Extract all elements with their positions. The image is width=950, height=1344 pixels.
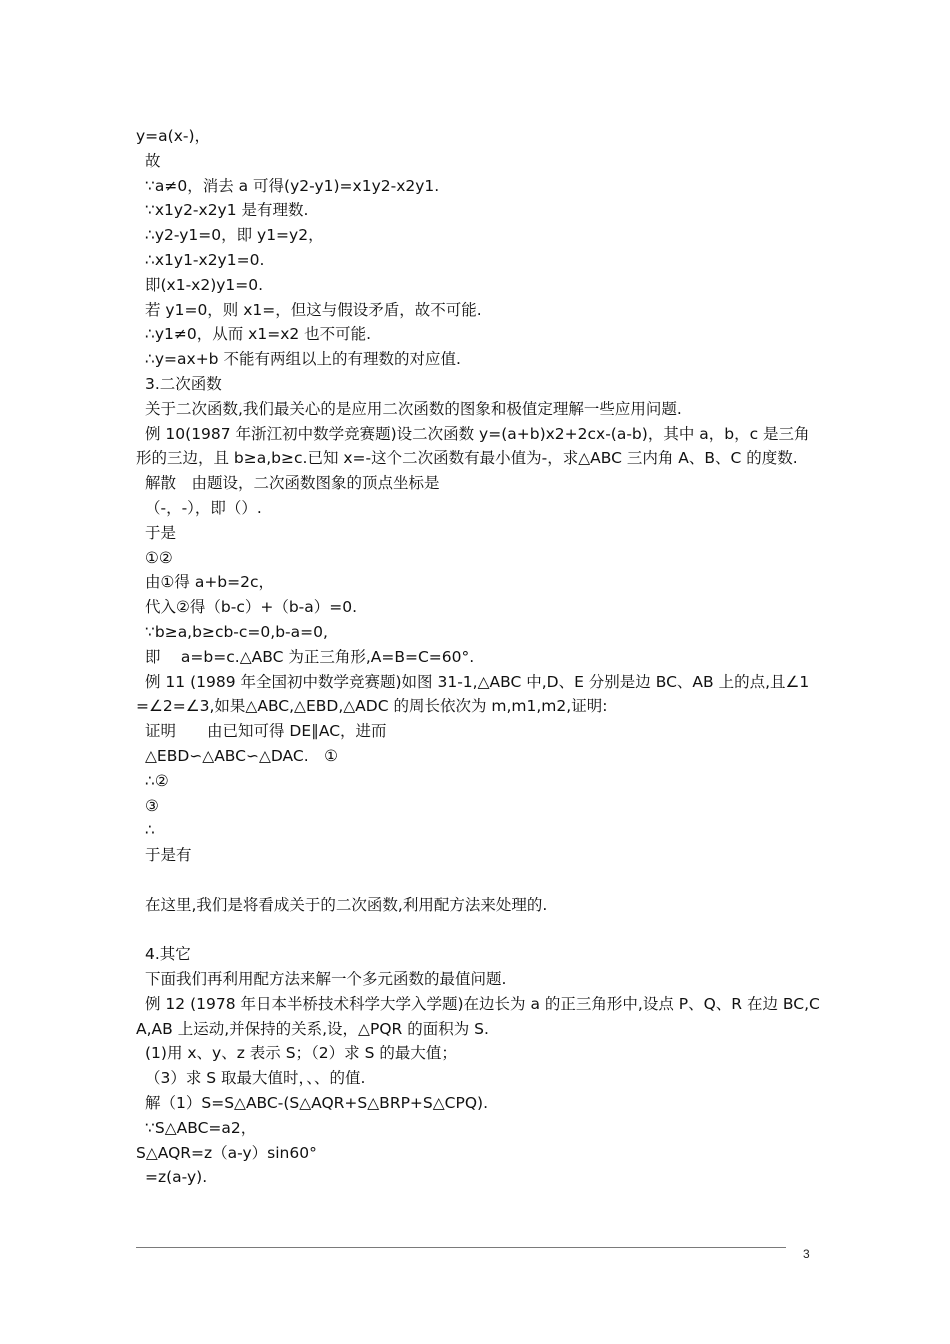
text-line: ∴y=ax+b 不能有两组以上的有理数的对应值. [145, 350, 461, 369]
text-line: 故 [145, 151, 161, 170]
text-line: ∴ [145, 821, 155, 840]
text-line: 于是 [145, 523, 177, 542]
page-number: 3 [803, 1247, 810, 1261]
text-line: ∴x1y1-x2y1=0. [145, 250, 265, 269]
text-line: 下面我们再利用配方法来解一个多元函数的最值问题. [145, 970, 507, 989]
text-line: =z(a-y). [145, 1168, 208, 1187]
text-line: 若 y1=0，则 x1=，但这与假设矛盾，故不可能. [145, 300, 482, 319]
text-line: ③ [145, 796, 159, 815]
text-line: 证明 由已知可得 DE∥AC，进而 [145, 722, 387, 741]
text-line: 由①得 a+b=2c， [145, 573, 275, 592]
text-line: S△AQR=z（a-y）sin60° [136, 1143, 317, 1162]
blank-line [136, 868, 821, 893]
text-line: 关于二次函数,我们最关心的是应用二次函数的图象和极值定理解一些应用问题. [145, 399, 682, 418]
text-line: 即(x1-x2)y1=0. [145, 275, 264, 294]
text-paragraph: 例 10(1987 年浙江初中数学竞赛题)设二次函数 y=(a+b)x2+2cx-(a-b)，其中 a，b，c 是三角形的三边，且 b≥a,b≥c.已知 x=-这个二次函数有最小值为-，求△ABC 三内角 A、B、C 的度数. [136, 424, 810, 468]
text-line: (1)用 x、y、z 表示 S；（2）求 S 的最大值； [145, 1044, 457, 1063]
footer-divider [136, 1247, 786, 1248]
document-body [136, 124, 821, 1190]
text-line: ①② [145, 548, 173, 567]
text-line: （3）求 S 取最大值时，、、的值. [145, 1069, 366, 1088]
text-line: 于是有 [145, 846, 192, 865]
section-heading: 4.其它 [145, 945, 191, 964]
text-line: 代入②得（b-c）+（b-a）=0. [145, 598, 358, 617]
text-paragraph: 例 12 (1978 年日本半桥技术科学大学入学题)在边长为 a 的正三角形中,设点 P、Q、R 在边 BC,CA,AB 上运动,并保持的关系,设，△PQR 的面积为 S. [136, 994, 820, 1038]
text-line: （-，-），即（）. [145, 498, 262, 517]
text-line: ∵S△ABC=a2， [145, 1118, 257, 1137]
text-paragraph: 例 11 (1989 年全国初中数学竞赛题)如图 31-1,△ABC 中,D、E 分别是边 BC、AB 上的点,且∠1=∠2=∠3,如果△ABC,△EBD,△ADC 的周长依次为 m,m1,m2,证明: [136, 672, 810, 716]
section-heading: 3.二次函数 [145, 374, 222, 393]
text-line: ∵a≠0，消去 a 可得(y2-y1)=x1y2-x2y1. [145, 176, 440, 195]
text-line: ∴y2-y1=0，即 y1=y2， [145, 226, 324, 245]
text-line: ∵b≥a,b≥cb-c=0,b-a=0, [145, 622, 328, 641]
text-line: 解散 由题设，二次函数图象的顶点坐标是 [145, 474, 440, 493]
text-line: 解（1）S=S△ABC-(S△AQR+S△BRP+S△CPQ). [145, 1094, 489, 1113]
text-line: △EBD∽△ABC∽△DAC. ① [145, 746, 339, 765]
text-line: 在这里,我们是将看成关于的二次函数,利用配方法来处理的. [145, 895, 548, 914]
text-line: ∴② [145, 771, 169, 790]
text-line: y=a(x-)， [136, 127, 211, 145]
text-line: ∵x1y2-x2y1 是有理数. [145, 201, 309, 220]
blank-line [136, 918, 821, 943]
text-line: ∴y1≠0，从而 x1=x2 也不可能. [145, 325, 372, 344]
text-line: 即 a=b=c.△ABC 为正三角形,A=B=C=60°. [145, 647, 475, 666]
